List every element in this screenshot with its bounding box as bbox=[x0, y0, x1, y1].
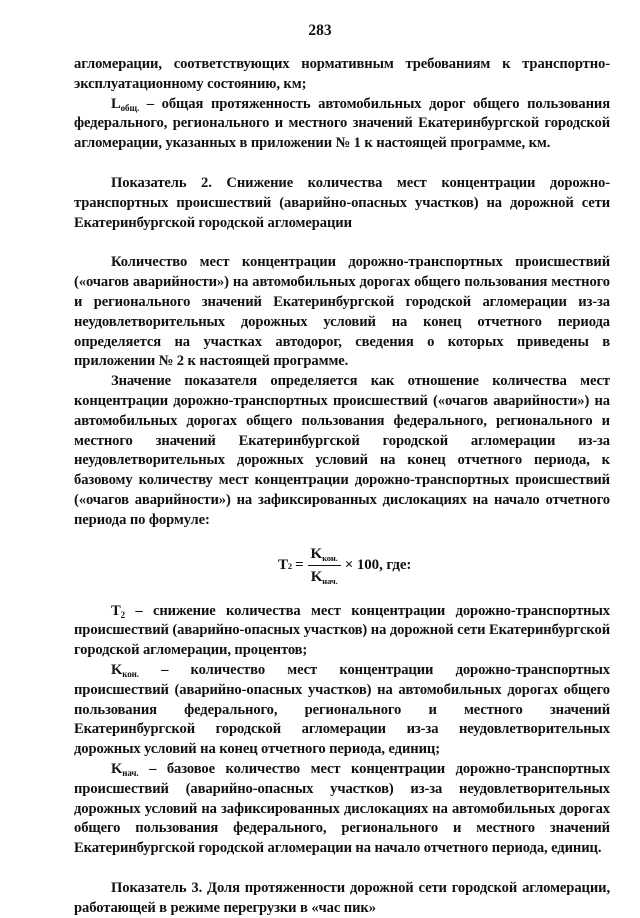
denominator-symbol: K bbox=[310, 569, 323, 586]
paragraph-continuation: агломерации, соответствующих нормативным требованиям к транспортно-эксплуатационному состоянию, км; bbox=[74, 56, 610, 92]
formula-denominator bbox=[308, 566, 341, 586]
symbol-k-start-subscript: нач. bbox=[122, 767, 139, 778]
indicator-2-heading: Показатель 2. Снижение количества мест концентрации дорожно-транспортных происшествий (аварийно-опасных участков) на дорожной сети Екатеринбургской городской агломерации bbox=[74, 174, 610, 231]
paragraph-k-start-definition bbox=[74, 760, 610, 859]
symbol-k-start: K bbox=[111, 760, 123, 777]
numerator-symbol: K bbox=[310, 546, 323, 563]
paragraph-t2-definition bbox=[74, 602, 610, 661]
k-end-definition-text: – количество мест концентрации дорожно-транспортных происшествий (аварийно-опасных участков) на автомобильных дорогах общего пользования федерального, регионального и местного значений Екатеринбургской городской агломерации из-за неудовлетворительных дорожных условий на конец отчетного периода, единиц; bbox=[74, 661, 610, 758]
t2-definition-text: – снижение количества мест концентрации дорожно-транспортных происшествий (аварийно-опасных участков) на дорожной сети Екатеринбургской городской агломерации, процентов; bbox=[74, 602, 610, 659]
numerator-subscript: кон. bbox=[322, 553, 338, 564]
formula-t2: T 2 = $\frac{K_{кон.}}{K_{нач.}}$ × 100, где: bbox=[278, 546, 412, 587]
paragraph-indicator-2-calculation: Значение показателя определяется как отношение количества мест концентрации дорожно-транспортных происшествий («очагов аварийности») на автомобильных дорогах общего пользования федерального, регионального и местного значений Екатеринбургской городской агломерации из-за неудовлетворительных дорожных условий на конец отчетного периода, к базовому количеству мест концентрации дорожно-транспортных происшествий («очагов аварийности») на зафиксированных дислокациях на начало отчетного периода по формуле: bbox=[74, 373, 610, 528]
paragraph-l-total-definition bbox=[74, 95, 610, 154]
formula-equals: = bbox=[295, 556, 304, 573]
page-content bbox=[74, 55, 610, 918]
formula-block bbox=[74, 542, 610, 590]
paragraph-k-end-definition bbox=[74, 661, 610, 760]
symbol-k-end-subscript: кон. bbox=[122, 668, 139, 679]
indicator-3-heading: Показатель 3. Доля протяженности дорожной сети городской агломерации, работающей в режиме перегрузки в «час пик» bbox=[74, 879, 610, 916]
denominator-subscript: нач. bbox=[322, 576, 338, 587]
page-number: 283 bbox=[308, 22, 332, 39]
formula-lhs: T bbox=[278, 556, 288, 573]
k-start-definition-text: – базовое количество мест концентрации дорожно-транспортных происшествий (аварийно-опасных участков) из-за неудовлетворительных дорожных условий на зафиксированных дислокациях на автомобильных дорогах общего пользования федерального, регионального и местного значений Екатеринбургской городской агломерации на начало отчетного периода, единиц. bbox=[74, 760, 610, 857]
symbol-t-subscript: 2 bbox=[120, 609, 126, 620]
formula-numerator bbox=[308, 545, 341, 566]
symbol-k-end: K bbox=[111, 661, 123, 678]
formula-tail: × 100, где: bbox=[344, 556, 412, 573]
formula-fraction bbox=[308, 545, 341, 586]
symbol-l-subscript: общ. bbox=[120, 102, 140, 113]
symbol-t: T bbox=[111, 602, 121, 619]
symbol-l: L bbox=[111, 95, 121, 112]
l-total-definition-text: – общая протяженность автомобильных дорог общего пользования федерального, регионального и местного значений Екатеринбургской городской агломерации, указанных в приложении № 1 к настоящей программе, км. bbox=[74, 95, 610, 152]
paragraph-indicator-2-description: Количество мест концентрации дорожно-транспортных происшествий («очагов аварийности») на автомобильных дорогах общего пользования местного и регионального значений Екатеринбургской городской агломерации из-за неудовлетворительных дорожных условий на конец отчетного периода определяется на участках автодорог, сведения о которых приведены в приложении № 2 к настоящей программе. bbox=[74, 254, 610, 370]
